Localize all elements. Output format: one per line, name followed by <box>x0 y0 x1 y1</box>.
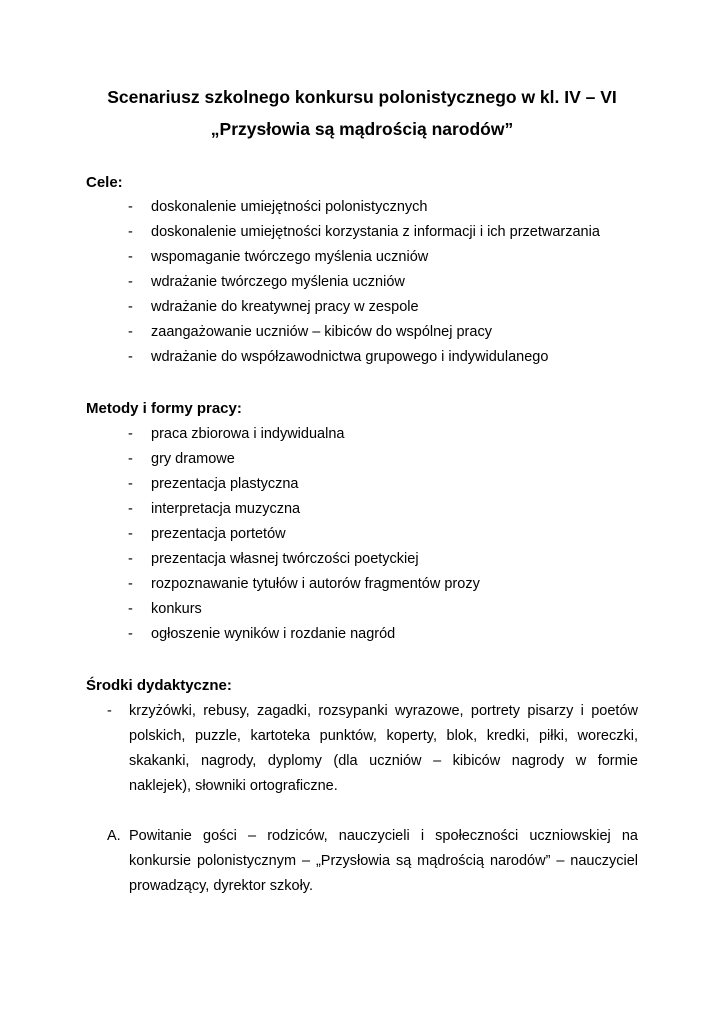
metody-list <box>0 422 724 647</box>
srodki-marker: - <box>107 703 112 719</box>
srodki-line: naklejek), słowniki ortograficzne. <box>129 778 338 794</box>
list-item: - prezentacja portetów <box>128 526 286 542</box>
list-item: - doskonalenie umiejętności polonistycznych <box>128 199 428 215</box>
list-item: - ogłoszenie wyników i rozdanie nagród <box>128 626 396 642</box>
document-title: Scenariusz szkolnego konkursu polonistycznego w kl. IV – VI <box>107 87 617 107</box>
list-item: - wdrażanie twórczego myślenia uczniów <box>128 274 405 290</box>
list-item: - gry dramowe <box>128 451 235 467</box>
section-a-line: Powitanie gości – rodziców, nauczycieli i społeczności uczniowskiej na <box>129 828 638 844</box>
srodki-paragraph <box>129 699 638 799</box>
srodki-line: krzyżówki, rebusy, zagadki, rozsypanki wyrazowe, portrety pisarzy i poetów <box>129 703 638 719</box>
srodki-heading: Środki dydaktyczne: <box>86 677 232 694</box>
list-item: - rozpoznawanie tytułów i autorów fragmentów prozy <box>128 576 480 592</box>
list-item: - wdrażanie do kreatywnej pracy w zespole <box>128 299 419 315</box>
srodki-line: skakanki, nagrody, dyplomy (dla uczniów – kibiców nagrody w formie <box>129 753 638 769</box>
section-a-line: konkursie polonistycznym – „Przysłowia są mądrością narodów” – nauczyciel <box>129 853 638 869</box>
list-item: - interpretacja muzyczna <box>128 501 301 517</box>
list-item: - wspomaganie twórczego myślenia uczniów <box>128 249 429 265</box>
list-item: - prezentacja własnej twórczości poetyckiej <box>128 551 419 567</box>
list-item: - zaangażowanie uczniów – kibiców do wspólnej pracy <box>128 324 492 340</box>
list-item: - wdrażanie do współzawodnictwa grupowego i indywidulanego <box>128 349 549 365</box>
section-a-line: prowadzący, dyrektor szkoły. <box>129 878 313 894</box>
list-item: - konkurs <box>128 601 202 617</box>
document-subtitle: „Przysłowia są mądrością narodów” <box>210 119 514 139</box>
metody-heading: Metody i formy pracy: <box>86 400 242 417</box>
section-a-marker: A. <box>107 828 121 844</box>
section-a-paragraph <box>129 824 638 899</box>
list-item: - praca zbiorowa i indywidualna <box>128 426 345 442</box>
list-item: - prezentacja plastyczna <box>128 476 299 492</box>
cele-list <box>0 195 724 370</box>
srodki-line: polskich, puzzle, kartoteka punktów, koperty, blok, kredki, piłki, woreczki, <box>129 728 638 744</box>
cele-heading: Cele: <box>86 174 123 191</box>
list-item: - doskonalenie umiejętności korzystania z informacji i ich przetwarzania <box>128 224 600 240</box>
